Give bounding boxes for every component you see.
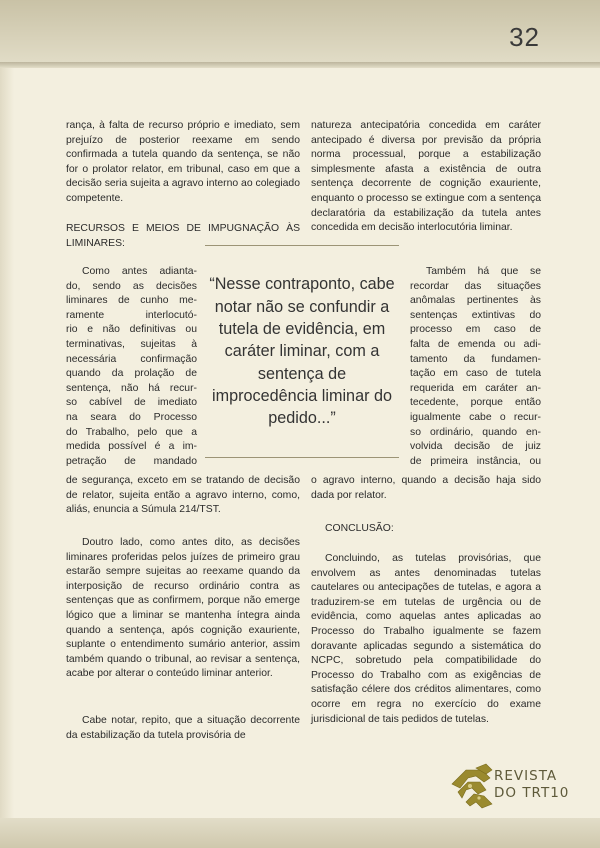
right-paragraph-2-continued: o agravo interno, quando a decisão haja sido dada por relator. (311, 475, 541, 501)
right-narrow-line: anômalas pertinentes às (410, 295, 541, 307)
right-narrow-line: so ordinário, quando en- (410, 426, 541, 438)
right-narrow-line: Também há que se (426, 266, 541, 277)
logo-wordmark (494, 768, 569, 802)
page-left-edge (0, 68, 14, 818)
right-narrow-line: volvida decisão de juiz (410, 441, 541, 453)
right-narrow-line: sentenças extintivas do (410, 309, 541, 321)
left-narrow-line: na seara do Processo (66, 411, 197, 423)
left-paragraph-1: rança, à falta de recurso próprio e imediato, sem prejuízo de posterior reexame em sendo confirmada a tutela quando da sentença, se não for o prolator relator, em tribunal, caso em que a decisão seria sujeita a agravo interno ao colegiado competente. (66, 120, 300, 204)
left-narrow-line: necessária confirmação (66, 353, 197, 365)
left-narrow-line: petração de mandado (66, 455, 197, 467)
left-narrow-line: liminares de cunho me- (66, 295, 197, 307)
left-paragraph-4: Cabe notar, repito, que a situação decorrente da estabilização da tutela provisória de (66, 715, 300, 741)
left-narrow-line: medida possível é a im- (66, 441, 197, 453)
bottom-band (0, 818, 600, 848)
pull-quote: “Nesse contraponto, cabe notar não se confundir a tutela de evidência, em caráter liminar, com a sentença de improcedência liminar do pedido...” (205, 245, 399, 458)
left-paragraph-2-narrow (66, 265, 197, 469)
left-narrow-line: so cabível de imediato (66, 397, 197, 409)
right-paragraph-2-narrow (410, 265, 541, 469)
right-narrow-line: tação em caso de tutela (410, 368, 541, 380)
left-narrow-line: rio e não definitivas ou (66, 324, 197, 336)
left-narrow-line: sentença, não há recur- (66, 382, 197, 394)
right-heading-conclusao: CONCLUSÃO: (325, 523, 394, 534)
right-narrow-line: requerida em caráter an- (410, 382, 541, 394)
right-narrow-line: de primeira instância, ou (410, 455, 541, 467)
right-narrow-line: igualmente cabe o recur- (410, 411, 541, 423)
right-narrow-line: processo em caso de (410, 324, 541, 336)
left-narrow-line: quando da prolação de (66, 368, 197, 380)
page-number: 32 (509, 22, 540, 52)
left-narrow-line: do Trabalho, pelo que a (66, 426, 197, 438)
logo-line-1: REVISTA (494, 768, 558, 784)
left-narrow-line: do, sendo as decisões (66, 280, 197, 292)
left-narrow-line: terminativas, sujeitas à (66, 338, 197, 350)
left-paragraph-3: Doutro lado, como antes dito, as decisões liminares proferidas pelos juízes de primeiro grau estarão sempre sujeitas ao reexame quando da interposição de recurso ordinário contra as sentenças que as confirmem, porque não emerge lógico que a liminar se mantenha íntegra ainda quando a sentença, após cognição exauriente, suplante o entendimento sumário anterior, assim também quando o tribunal, ao revisar a sentença, acabe por alterar o conteúdo liminar anterior. (66, 537, 300, 680)
right-paragraph-1: natureza antecipatória concedida em caráter antecipado é diversa por previsão da própria norma processual, porque a estabilização simplesmente afasta a existência de outra sentença decorrente de cognição exauriente, enquanto o processo se extingue com a sentença declaratória da estabilização da tutela antes concedida em decisão interlocutória liminar. (311, 120, 541, 234)
left-heading-recursos: RECURSOS E MEIOS DE IMPUGNAÇÃO ÀS LIMINARES: (66, 223, 300, 249)
left-narrow-line: ramente interlocutó- (66, 309, 197, 321)
right-narrow-line: recordar das situações (410, 280, 541, 292)
left-narrow-line: Como antes adianta- (82, 266, 197, 277)
right-paragraph-3: Concluindo, as tutelas provisórias, que envolvem as antes denominadas tutelas cautelares ou antecipações de tutelas, e agora a traduzirem-se em tutelas de urgência ou de evidência, como aquelas antes aplicadas ao Processo do Trabalho igualmente se fazem doravante aplicadas segundo a sistemática do NCPC, sobretudo pela compatibilidade do Processo do Trabalho com as exigências de satisfação célere dos créditos alimentares, como ocorre em regra no exercício do exame jurisdicional de tais pedidos de tutelas. (311, 553, 541, 725)
logo-line-2: DO TRT10 (494, 785, 570, 801)
right-narrow-line: falta de emenda ou adi- (410, 338, 541, 350)
left-paragraph-2-continued: de segurança, exceto em se tratando de decisão de relator, sujeita então a agravo interno, como, aliás, enuncia a Súmula 214/TST. (66, 475, 300, 516)
right-narrow-line: tecedente, porque então (410, 397, 541, 409)
right-narrow-line: tamento da fundamen- (410, 353, 541, 365)
